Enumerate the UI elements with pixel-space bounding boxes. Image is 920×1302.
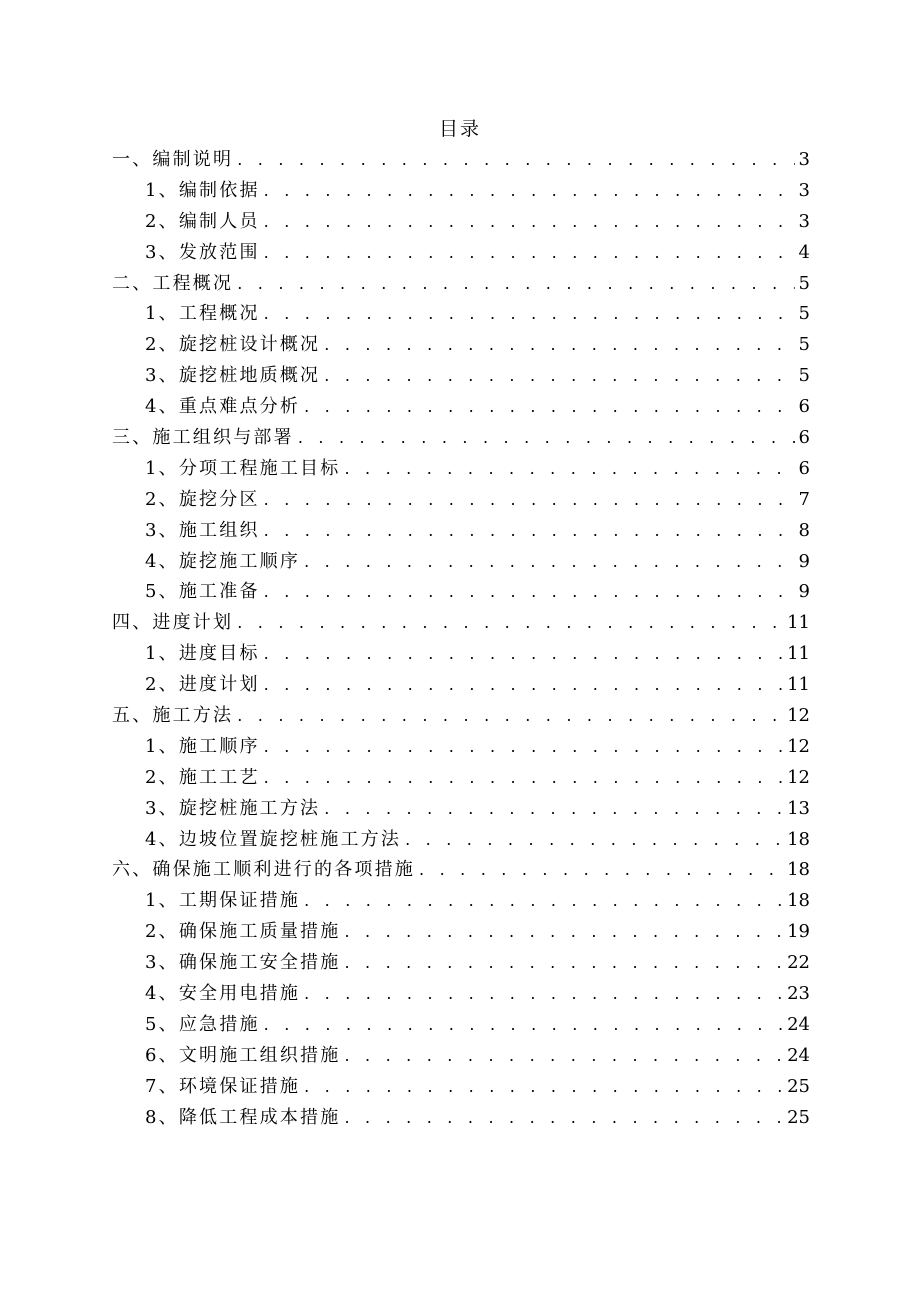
toc-page-number: 25 bbox=[787, 1106, 810, 1128]
toc-dot-leader bbox=[298, 423, 795, 454]
toc-entry-label: 2、施工工艺 bbox=[145, 766, 260, 788]
toc-title: 目录 bbox=[438, 118, 481, 140]
toc-entry-label: 2、旋挖分区 bbox=[145, 488, 260, 510]
toc-subsection-entry[interactable] bbox=[112, 454, 810, 485]
toc-entry-label: 三、施工组织与部署 bbox=[112, 427, 294, 449]
toc-dot-leader bbox=[344, 917, 783, 948]
toc-subsection-entry[interactable] bbox=[112, 577, 810, 608]
toc-page-number: 9 bbox=[798, 581, 810, 603]
toc-subsection-entry[interactable] bbox=[112, 732, 810, 763]
toc-page-number: 4 bbox=[798, 241, 810, 263]
toc-subsection-entry[interactable] bbox=[112, 917, 810, 948]
toc-subsection-entry[interactable] bbox=[112, 763, 810, 794]
toc-subsection-entry[interactable] bbox=[112, 238, 810, 269]
toc-subsection-entry[interactable] bbox=[112, 330, 810, 361]
toc-page-number: 6 bbox=[798, 396, 810, 418]
toc-page-number: 6 bbox=[798, 427, 810, 449]
toc-page-number: 3 bbox=[798, 210, 810, 232]
toc-dot-leader bbox=[264, 1010, 783, 1041]
toc-page-number: 18 bbox=[787, 828, 810, 850]
toc-section-entry[interactable] bbox=[112, 145, 810, 176]
toc-dot-leader bbox=[344, 454, 794, 485]
toc-page-number: 5 bbox=[798, 303, 810, 325]
toc-subsection-entry[interactable] bbox=[112, 825, 810, 856]
toc-dot-leader bbox=[264, 485, 795, 516]
toc-entry-label: 五、施工方法 bbox=[112, 705, 234, 727]
toc-page-number: 12 bbox=[787, 705, 810, 727]
toc-subsection-entry[interactable] bbox=[112, 670, 810, 701]
toc-subsection-entry[interactable] bbox=[112, 1072, 810, 1103]
toc-entry-label: 2、进度计划 bbox=[145, 674, 260, 696]
toc-entry-label: 一、编制说明 bbox=[112, 149, 234, 170]
toc-page-number: 12 bbox=[787, 735, 810, 757]
toc-entry-label: 3、施工组织 bbox=[145, 519, 260, 541]
toc-entry-label: 3、旋挖桩施工方法 bbox=[145, 797, 321, 819]
toc-dot-leader bbox=[264, 516, 795, 547]
toc-subsection-entry[interactable] bbox=[112, 886, 810, 917]
toc-page-number: 11 bbox=[787, 674, 810, 696]
toc-subsection-entry[interactable] bbox=[112, 547, 810, 578]
toc-dot-leader bbox=[304, 547, 794, 578]
toc-dot-leader bbox=[237, 701, 783, 732]
toc-dot-leader bbox=[237, 608, 783, 639]
toc-page-number: 7 bbox=[798, 488, 810, 510]
toc-entry-label: 1、工期保证措施 bbox=[145, 890, 301, 912]
toc-entry-label: 5、应急措施 bbox=[145, 1013, 260, 1035]
toc-dot-leader bbox=[264, 763, 783, 794]
toc-subsection-entry[interactable] bbox=[112, 361, 810, 392]
toc-subsection-entry[interactable] bbox=[112, 1103, 810, 1134]
toc-page-number: 13 bbox=[787, 797, 810, 819]
toc-entry-label: 2、确保施工质量措施 bbox=[145, 921, 341, 943]
toc-dot-leader bbox=[324, 794, 783, 825]
toc-dot-leader bbox=[264, 670, 783, 701]
toc-entry-label: 3、确保施工安全措施 bbox=[145, 952, 341, 974]
toc-page-number: 5 bbox=[798, 365, 810, 387]
toc-entry-label: 4、旋挖施工顺序 bbox=[145, 550, 301, 572]
table-of-contents bbox=[112, 145, 810, 1134]
toc-entry-label: 1、工程概况 bbox=[145, 303, 260, 325]
toc-page-number: 5 bbox=[798, 272, 810, 294]
toc-entry-label: 4、边坡位置旋挖桩施工方法 bbox=[145, 828, 402, 850]
toc-entry-label: 8、降低工程成本措施 bbox=[145, 1106, 341, 1128]
toc-page-number: 19 bbox=[787, 921, 810, 943]
toc-subsection-entry[interactable] bbox=[112, 516, 810, 547]
toc-page-number: 11 bbox=[787, 643, 810, 665]
toc-subsection-entry[interactable] bbox=[112, 176, 810, 207]
toc-dot-leader bbox=[304, 979, 783, 1010]
toc-subsection-entry[interactable] bbox=[112, 1041, 810, 1072]
toc-subsection-entry[interactable] bbox=[112, 948, 810, 979]
toc-subsection-entry[interactable] bbox=[112, 639, 810, 670]
toc-dot-leader bbox=[304, 392, 794, 423]
toc-page-number: 22 bbox=[787, 952, 810, 974]
toc-subsection-entry[interactable] bbox=[112, 1010, 810, 1041]
toc-page-number: 18 bbox=[787, 890, 810, 912]
toc-page-number: 9 bbox=[798, 550, 810, 572]
toc-subsection-entry[interactable] bbox=[112, 979, 810, 1010]
toc-page-number: 18 bbox=[787, 859, 810, 881]
toc-entry-label: 3、发放范围 bbox=[145, 241, 260, 263]
toc-subsection-entry[interactable] bbox=[112, 485, 810, 516]
toc-section-entry[interactable] bbox=[112, 855, 810, 886]
toc-entry-label: 4、重点难点分析 bbox=[145, 396, 301, 418]
toc-page-number: 24 bbox=[787, 1013, 810, 1035]
toc-entry-label: 六、确保施工顺利进行的各项措施 bbox=[112, 859, 415, 881]
toc-entry-label: 7、环境保证措施 bbox=[145, 1075, 301, 1097]
toc-entry-label: 6、文明施工组织措施 bbox=[145, 1044, 341, 1066]
toc-entry-label: 2、旋挖桩设计概况 bbox=[145, 334, 321, 356]
toc-dot-leader bbox=[344, 1103, 783, 1134]
toc-entry-label: 1、编制依据 bbox=[145, 179, 260, 201]
toc-entry-label: 1、分项工程施工目标 bbox=[145, 457, 341, 479]
toc-entry-label: 四、进度计划 bbox=[112, 612, 234, 634]
toc-entry-label: 二、工程概况 bbox=[112, 272, 234, 294]
toc-dot-leader bbox=[324, 361, 794, 392]
toc-subsection-entry[interactable] bbox=[112, 207, 810, 238]
toc-page-number: 3 bbox=[798, 179, 810, 201]
toc-dot-leader bbox=[405, 825, 783, 856]
toc-page-number: 12 bbox=[787, 766, 810, 788]
toc-dot-leader bbox=[344, 1041, 783, 1072]
toc-entry-label: 1、进度目标 bbox=[145, 643, 260, 665]
toc-page-number: 25 bbox=[787, 1075, 810, 1097]
toc-entry-label: 2、编制人员 bbox=[145, 210, 260, 232]
toc-entry-label: 4、安全用电措施 bbox=[145, 983, 301, 1005]
toc-dot-leader bbox=[264, 577, 795, 608]
toc-page-number: 24 bbox=[787, 1044, 810, 1066]
toc-entry-label: 3、旋挖桩地质概况 bbox=[145, 365, 321, 387]
toc-dot-leader bbox=[324, 330, 794, 361]
toc-subsection-entry[interactable] bbox=[112, 392, 810, 423]
toc-page-number: 3 bbox=[798, 149, 810, 170]
toc-page-number: 23 bbox=[787, 983, 810, 1005]
toc-section-entry[interactable] bbox=[112, 608, 810, 639]
toc-dot-leader bbox=[419, 855, 783, 886]
toc-section-entry[interactable] bbox=[112, 701, 810, 732]
toc-dot-leader bbox=[264, 639, 783, 670]
toc-dot-leader bbox=[237, 269, 794, 300]
toc-section-entry[interactable] bbox=[112, 423, 810, 454]
toc-dot-leader bbox=[264, 732, 783, 763]
toc-dot-leader bbox=[304, 886, 783, 917]
toc-subsection-entry[interactable] bbox=[112, 794, 810, 825]
toc-dot-leader bbox=[264, 176, 795, 207]
toc-dot-leader bbox=[304, 1072, 783, 1103]
toc-page-number: 8 bbox=[798, 519, 810, 541]
toc-entry-label: 1、施工顺序 bbox=[145, 735, 260, 757]
toc-page-number: 5 bbox=[798, 334, 810, 356]
toc-dot-leader bbox=[264, 238, 795, 269]
toc-page-number: 11 bbox=[787, 612, 810, 634]
toc-dot-leader bbox=[264, 207, 795, 238]
toc-dot-leader bbox=[344, 948, 783, 979]
toc-dot-leader bbox=[264, 299, 795, 330]
toc-subsection-entry[interactable] bbox=[112, 299, 810, 330]
toc-dot-leader bbox=[237, 145, 794, 176]
toc-page-number: 6 bbox=[798, 457, 810, 479]
toc-section-entry[interactable] bbox=[112, 269, 810, 300]
toc-entry-label: 5、施工准备 bbox=[145, 581, 260, 603]
